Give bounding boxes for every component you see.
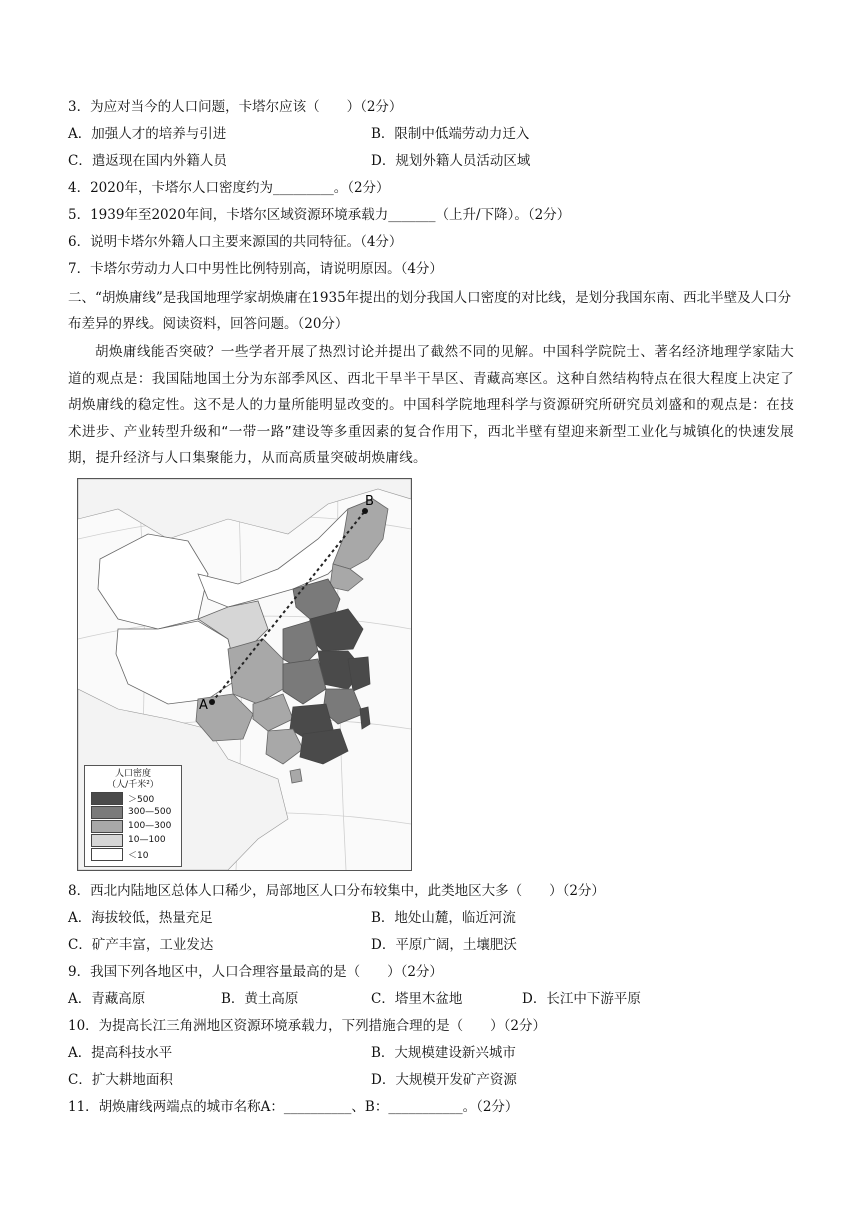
legend-swatch [91,848,123,861]
question-9-stem: 9．我国下列各地区中，人口合理容量最高的是（ ）（2分） [68,964,443,980]
legend-title: 人口密度 （人/千米²） [107,769,159,790]
point-a-label: A [199,698,208,713]
legend-swatch [91,820,123,833]
legend-item [91,847,181,861]
question-8-stem: 8．西北内陆地区总体人口稀少，局部地区人口分布较集中，此类地区大多（ ）（2分） [68,883,605,899]
legend-label: 10—100 [128,835,166,845]
question-9-option-c: C．塔里木盆地 [371,991,463,1007]
legend-item [91,791,181,805]
question-9-option-d: D．长江中下游平原 [522,991,641,1007]
legend-swatch [91,792,123,805]
question-3-option-b: B．限制中低端劳动力迁入 [371,126,530,142]
question-3-option-c: C．遣返现在国内外籍人员 [68,153,227,169]
legend-label: ＜10 [128,850,149,861]
question-10-option-c: C．扩大耕地面积 [68,1072,173,1088]
legend-item [91,819,181,833]
point-a-marker [209,699,215,705]
section-2-intro: 二、“胡焕庸线”是我国地理学家胡焕庸在1935年提出的划分我国人口密度的对比线，是划分我国东南、西北半壁及人口分布差异的界线。阅读资料，回答问题。（20分） [68,290,792,332]
question-11: 11．胡焕庸线两端点的城市名称A：__________、B：___________。（2分） [68,1099,519,1115]
question-10-option-b: B．大规模建设新兴城市 [371,1045,516,1061]
question-9-option-a: A．青藏高原 [68,991,146,1007]
legend-swatch [91,834,123,847]
question-3-option-a: A．加强人才的培养与引进 [68,126,227,142]
question-6: 6．说明卡塔尔外籍人口主要来源国的共同特征。（4分） [68,234,403,250]
question-8-option-c: C．矿产丰富，工业发达 [68,937,214,953]
legend-item [91,833,181,847]
question-3-option-d: D．规划外籍人员活动区域 [371,153,531,169]
question-7: 7．卡塔尔劳动力人口中男性比例特别高，请说明原因。（4分） [68,261,443,277]
question-5: 5．1939年至2020年间，卡塔尔区域资源环境承载力_______（上升/下降）。（2分） [68,207,571,223]
question-10-option-d: D．大规模开发矿产资源 [371,1072,517,1088]
legend-item [91,805,181,819]
question-4: 4．2020年，卡塔尔人口密度约为_________。（2分） [68,180,390,196]
question-8-option-b: B．地处山麓，临近河流 [371,910,516,926]
population-density-map [77,478,412,871]
question-3-stem: 3．为应对当今的人口问题，卡塔尔应该（ ）（2分） [68,99,403,115]
reading-passage: 胡焕庸线能否突破？一些学者开展了热烈讨论并提出了截然不同的见解。中国科学院院士、著名经济地理学家陆大道的观点是：我国陆地国土分为东部季风区、西北干旱半干旱区、青藏高寒区。这种自然结构特点在很大程度上决定了胡焕庸线的稳定性。这不是人的力量所能明显改变的。中国科学院地理科学与资源研究所研究员刘盛和的观点是：在技术进步、产业转型升级和“一带一路”建设等多重因素的复合作用下，西北半壁有望迎来新型工业化与城镇化的快速发展期，提升经济与人口集聚能力，从而高质量突破胡焕庸线。 [68,344,794,466]
question-10-option-a: A．提高科技水平 [68,1045,173,1061]
question-8-option-a: A．海拔较低，热量充足 [68,910,213,926]
legend-label: 100—300 [128,821,172,831]
map-legend [84,765,182,867]
legend-label: 300—500 [128,807,172,817]
legend-swatch [91,806,123,819]
question-8-option-d: D．平原广阔，土壤肥沃 [371,937,517,953]
legend-label: ＞500 [128,794,155,805]
question-9-option-b: B．黄土高原 [221,991,299,1007]
question-10-stem: 10．为提高长江三角洲地区资源环境承载力，下列措施合理的是（ ）（2分） [68,1018,547,1034]
point-b-label: B [365,494,374,509]
